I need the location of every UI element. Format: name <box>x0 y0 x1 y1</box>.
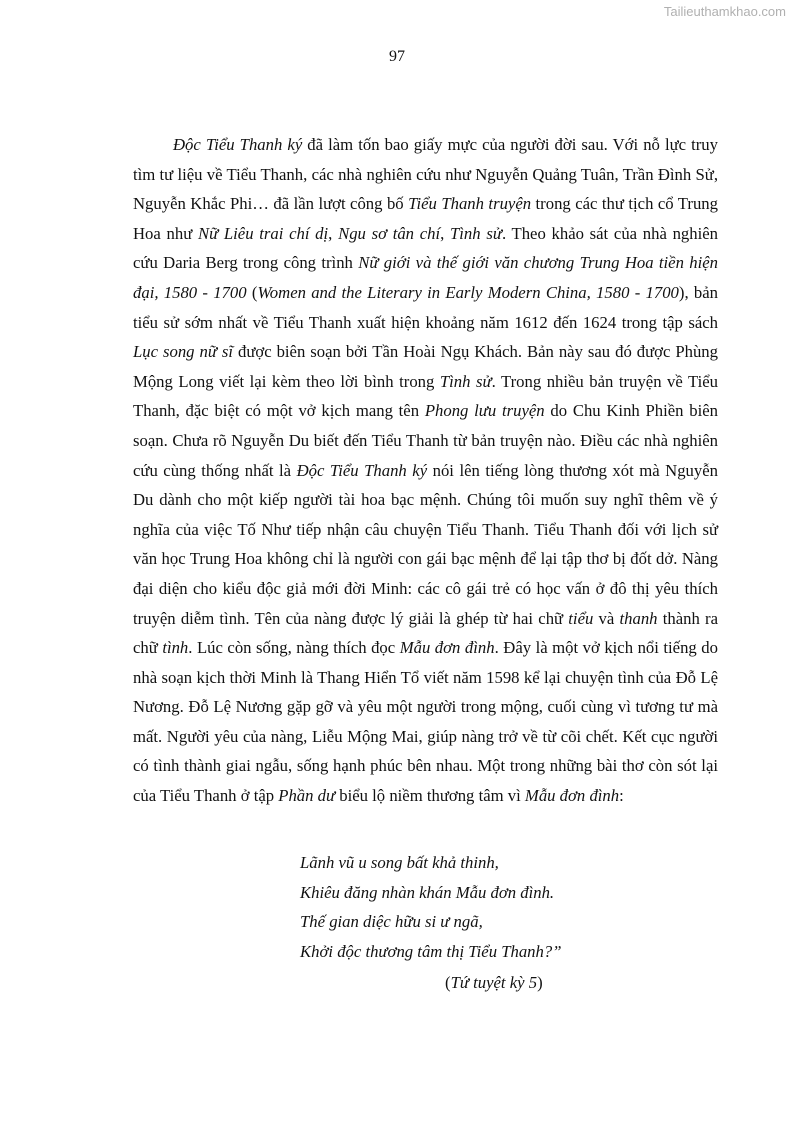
text-run: . Theo khảo sát của nhà nghiên cứu Daria Berg trong công trình <box>133 223 718 273</box>
body-text <box>133 130 718 811</box>
italic-run: Phần dư <box>278 786 336 806</box>
italic-run: Nữ Liêu trai chí dị <box>197 223 329 243</box>
text-run: biểu lộ niềm thương tâm vì <box>335 786 525 806</box>
text-run: ( <box>246 282 258 302</box>
italic-run: Nữ giới và thế giới văn chương Trung Hoa tiền hiện đại, 1580 - 1700 <box>133 253 718 302</box>
watermark: Tailieuthamkhao.com <box>663 4 786 19</box>
italic-run: thanh <box>619 608 658 628</box>
italic-run: Ngu sơ tân chí <box>338 223 441 243</box>
text-run: được biên soạn bởi Tần Hoài Ngụ Khách. Bản này sau đó được Phùng Mộng Long viết lại kèm theo lời bình trong <box>133 342 718 391</box>
text-run: nói lên tiếng lòng thương xót mà Nguyễn Du dành cho một kiếp người tài hoa bạc mệnh. Chúng tôi muốn suy nghĩ thêm về ý nghĩa của việc Tố Như tiếp nhận câu chuyện Tiểu Thanh. Tiểu Thanh đối với lịch sử văn học Trung Hoa không chỉ là người con gái bạc mệnh để lại tập thơ bị đốt dở. Nàng đại diện cho kiểu độc giả mới đời Minh: các cô gái trẻ có học vấn ở đô thị yêu thích truyện diễm tình. Tên của nàng được lý giải là ghép từ hai chữ <box>133 460 718 628</box>
source-title: Tứ tuyệt kỳ 5 <box>450 973 538 992</box>
poem-line: Khởi độc thương tâm thị Tiểu Thanh?” <box>300 941 562 961</box>
text-run: trong các thư tịch cổ Trung Hoa như <box>133 194 718 243</box>
italic-run: tiểu <box>568 608 594 628</box>
italic-run: Tiểu Thanh truyện <box>408 194 532 214</box>
text-run: thành ra chữ <box>133 608 718 658</box>
text-run: , <box>440 223 451 243</box>
page-number: 97 <box>389 48 405 65</box>
text-run: . Đây là một vở kịch nổi tiếng do nhà soạn kịch thời Minh là Thang Hiển Tổ viết năm 1598 kể lại chuyện tình của Đỗ Lệ Nương. Đỗ Lệ Nương gặp gỡ và yêu một người trong mộng, cuối cùng vì tương tư mà mất. Người yêu của nàng, Liễu Mộng Mai, giúp nàng trở về từ cõi chết. Kết cục người có tình thành giai ngẫu, sống hạnh phúc bên nhau. Một trong những bài thơ còn sót lại của Tiểu Thanh ở tập <box>133 638 718 806</box>
text-run: ), bản tiểu sử sớm nhất về Tiểu Thanh xuất hiện khoảng năm 1612 đến 1624 trong tập sách <box>133 282 718 332</box>
italic-run: Mẫu đơn đình <box>399 638 495 658</box>
text-run: : <box>619 786 624 806</box>
italic-run: Mẫu đơn đình <box>524 786 620 806</box>
text-run: và <box>593 608 620 628</box>
italic-run: Tình sử <box>450 223 502 243</box>
main-paragraph <box>133 130 718 811</box>
text-run: , <box>328 223 339 243</box>
italic-run: Độc Tiểu Thanh ký <box>296 460 428 480</box>
text-run: do Chu Kinh Phiền biên soạn. Chưa rõ Nguyễn Du biết đến Tiểu Thanh từ bản truyện nào. Điều các nhà nghiên cứu cùng thống nhất là <box>133 401 719 480</box>
poem <box>300 848 562 966</box>
text-run: đã làm tốn bao giấy mực của người đời sau. Với nỗ lực truy tìm tư liệu về Tiểu Thanh, các nhà nghiên cứu như Nguyễn Quảng Tuân, Trần Đình Sử, Nguyễn Khắc Phi… đã lần lượt công bố <box>133 135 718 214</box>
italic-run: Độc Tiểu Thanh ký <box>173 135 303 154</box>
italic-run: Phong lưu truyện <box>424 401 545 421</box>
source-close: ) <box>537 973 543 992</box>
poem-source <box>445 968 543 998</box>
text-run: . Trong nhiều bản truyện về Tiểu Thanh, đặc biệt có một vở kịch mang tên <box>133 371 719 421</box>
italic-run: Women and the Literary in Early Modern China, 1580 - 1700 <box>257 282 679 302</box>
poem-line: Thế gian diệc hữu si ư ngã, <box>300 912 483 932</box>
italic-run: tình <box>162 638 189 658</box>
italic-run: Tình sử <box>439 371 492 391</box>
italic-run: Lục song nữ sĩ <box>133 342 234 362</box>
source-open: ( <box>445 973 451 992</box>
poem-line: Khiêu đăng nhàn khán Mẫu đơn đình. <box>300 882 555 902</box>
text-run: . Lúc còn sống, nàng thích đọc <box>188 638 400 658</box>
poem-line: Lãnh vũ u song bất khả thinh, <box>300 853 499 872</box>
